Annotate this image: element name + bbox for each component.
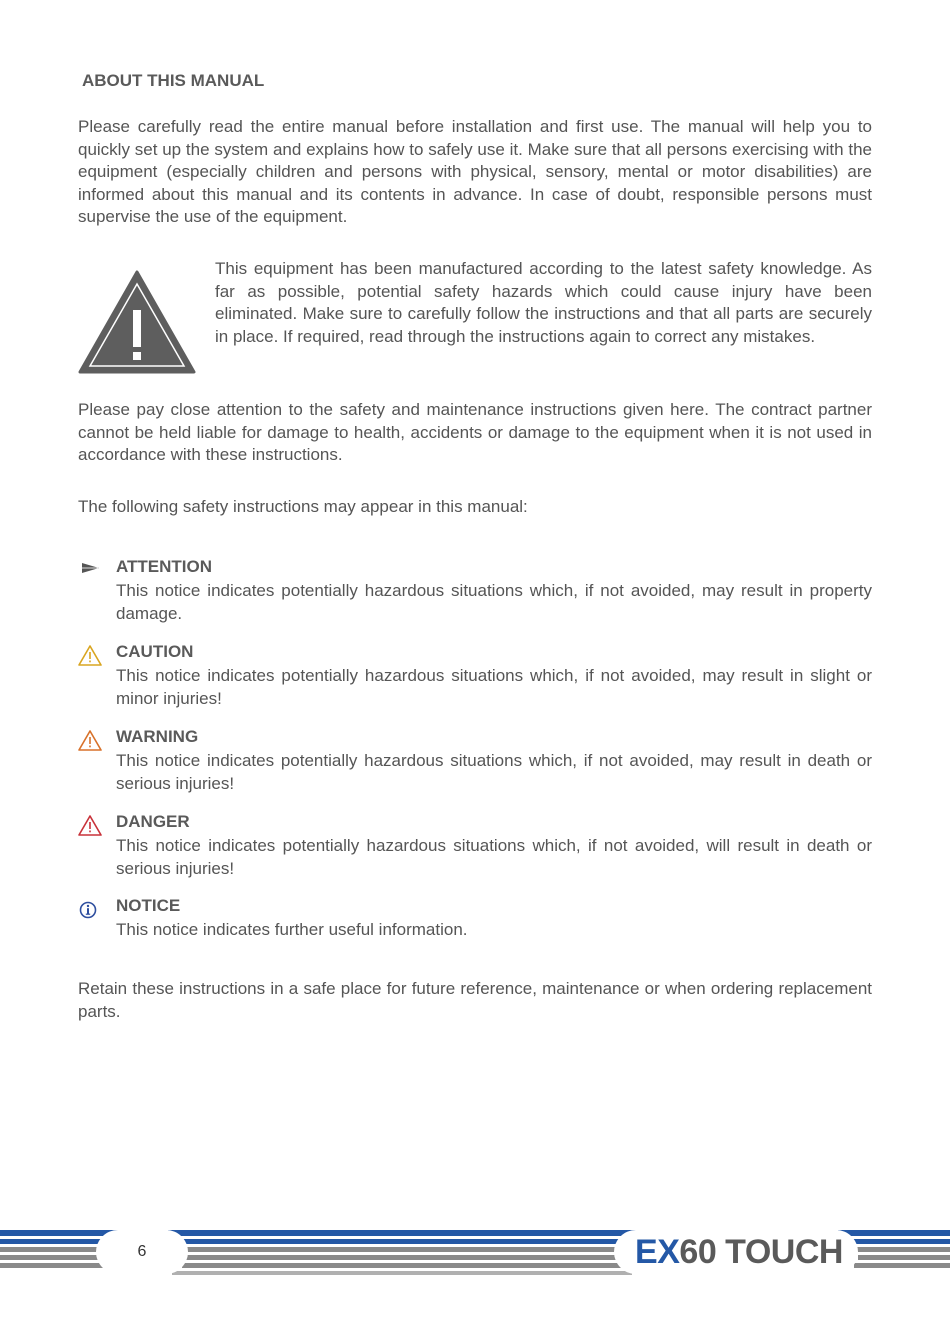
safety-paragraph: This equipment has been manufactured according to the latest safety knowledge. As far as possible, potential safety hazards which could cause injury have been eliminated. Make sure to carefully follow the instructions and that all parts are securely in place. If required, read through the instructions again to correct any mistakes. — [215, 259, 872, 346]
notice-body: This notice indicates further useful information. — [116, 920, 468, 939]
notice-title: DANGER — [116, 812, 190, 831]
warning-triangle-icon — [78, 729, 102, 751]
notice-warning — [78, 727, 872, 797]
safety-warning-block — [78, 258, 872, 383]
notice-caution — [78, 642, 872, 712]
brand-rest: 60 TOUCH — [679, 1232, 843, 1271]
large-warning-triangle-icon — [78, 270, 196, 375]
notice-title: ATTENTION — [116, 557, 213, 576]
warning-triangle-icon — [78, 644, 102, 666]
page-number: 6 — [137, 1243, 147, 1260]
notice-body: This notice indicates potentially hazardous situations which, if not avoided, may result in slight or minor injuries! — [116, 666, 872, 708]
notice-body: This notice indicates potentially hazardous situations which, if not avoided, may result in death or serious injuries! — [116, 751, 872, 793]
section-heading: ABOUT THIS MANUAL — [82, 71, 265, 90]
list-intro: The following safety instructions may appear in this manual: — [78, 497, 528, 516]
notice-attention — [78, 557, 872, 627]
brand-prefix: EX — [635, 1232, 680, 1271]
notice-title: CAUTION — [116, 642, 194, 661]
intro-paragraph: Please carefully read the entire manual before installation and first use. The manual will help you to quickly set up the system and explains how to safely use it. Make sure that all persons exercising with the equipment (especially children and persons with physical, sensory, mental or motor disabilities) are informed about this manual and its contents in advance. In case of doubt, responsible persons must supervise the use of the equipment. — [78, 117, 872, 227]
notice-body: This notice indicates potentially hazardous situations which, if not avoided, may result in property damage. — [116, 581, 872, 623]
arrow-right-icon — [78, 559, 102, 581]
notice-body: This notice indicates potentially hazardous situations which, if not avoided, will result in death or serious injuries! — [116, 836, 872, 878]
brand-logo — [628, 1230, 850, 1274]
notice-info — [78, 896, 872, 944]
retain-paragraph: Retain these instructions in a safe place for future reference, maintenance or when ordering replacement parts. — [78, 979, 872, 1021]
notice-title: WARNING — [116, 727, 199, 746]
warning-triangle-icon — [78, 814, 102, 836]
liability-paragraph: Please pay close attention to the safety and maintenance instructions given here. The contract partner cannot be held liable for damage to health, accidents or damage to the equipment when it is not used in accordance with these instructions. — [78, 400, 872, 465]
info-icon — [78, 898, 102, 920]
notice-danger — [78, 812, 872, 882]
notice-title: NOTICE — [116, 896, 181, 915]
